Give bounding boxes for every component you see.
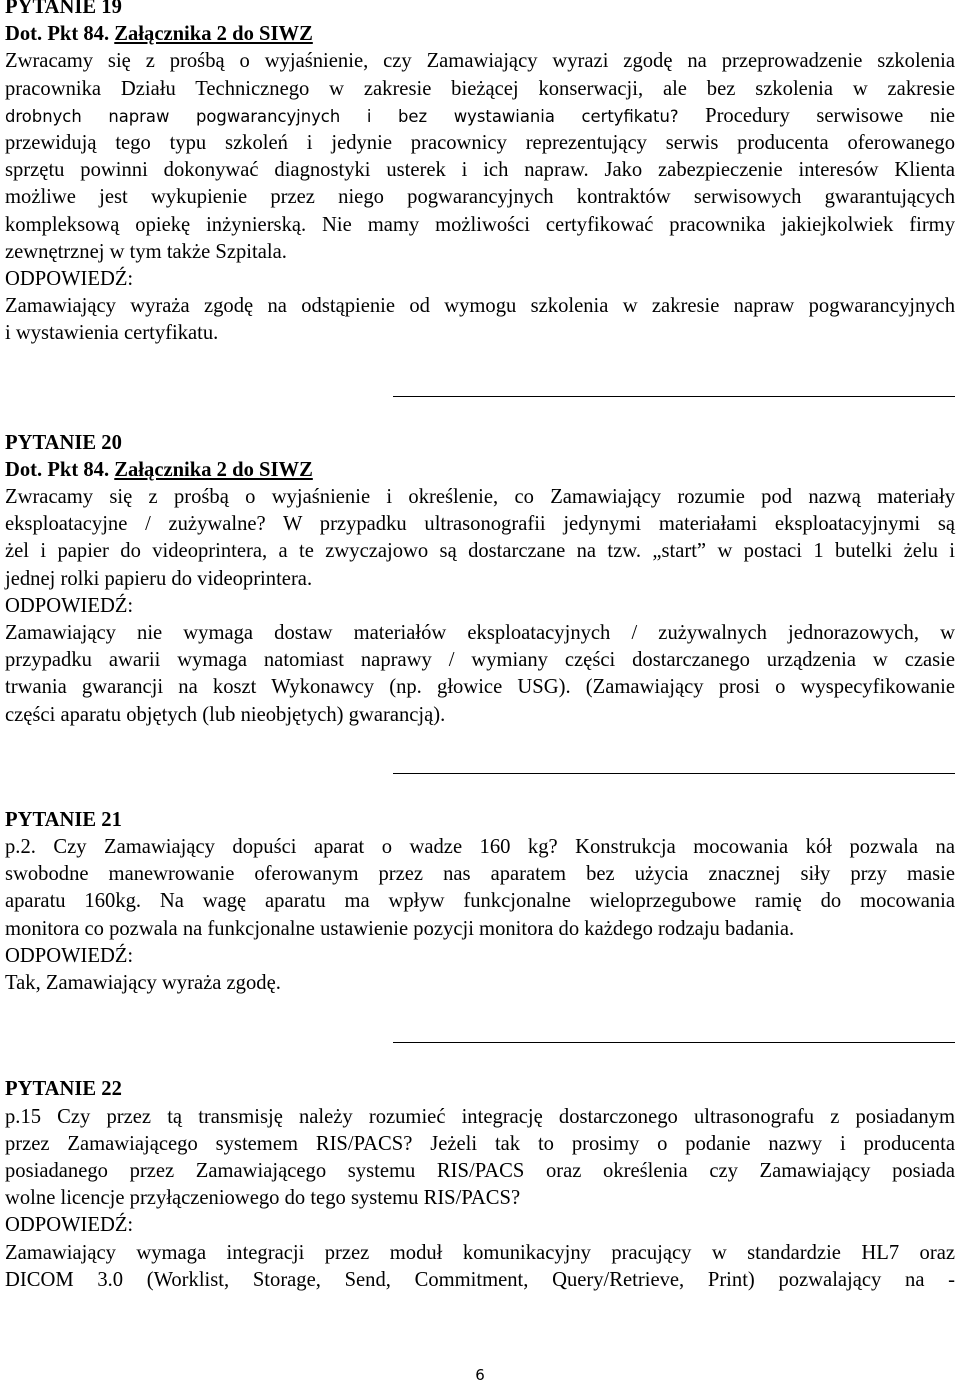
question-text-line: p.2. Czy Zamawiający dopuści aparat o wadze 160 kg? Konstrukcja mocowania kół pozwala na [5, 836, 955, 859]
answer-label: ODPOWIEDŹ: [5, 268, 134, 291]
answer-text-line: Zamawiający wyraża zgodę na odstąpienie od wymogu szkolenia w zakresie napraw pogwarancyjnych [5, 295, 955, 318]
question-text-line: możliwe jest wykupienie przez niego pogwarancyjnych kontraktów serwisowych gwarantujących [5, 186, 955, 209]
question-text-line: sprzętu powinni dokonywać diagnostyki usterek i ich napraw. Jako zabezpieczenie interesów Klienta [5, 159, 955, 182]
question-text-line: aparatu 160kg. Na wagę aparatu ma wpływ funkcjonalne wieloprzegubowe ramię do mocowania [5, 890, 955, 913]
question-text-line: p.15 Czy przez tą transmisję należy rozumieć integrację dostarczonego ultrasonografu z posiadanym [5, 1105, 955, 1128]
section-divider [393, 1042, 955, 1043]
question-text-line: zewnętrznej w tym także Szpitala. [5, 240, 287, 263]
question-text-line: Zwracamy się z prośbą o wyjaśnienie i określenie, co Zamawiający rozumie pod nazwą materiały [5, 486, 955, 509]
question-text-line: posiadanego przez Zamawiającego systemu RIS/PACS oraz określenia czy Zamawiający posiada [5, 1159, 955, 1182]
question-text-line: swobodne manewrowanie oferowanym przez nas aparatem bez użycia znacznej siły przy masie [5, 863, 955, 886]
reference-point: Dot. Pkt 84. [5, 23, 115, 46]
question-text-line: jednej rolki papieru do videoprintera. [5, 567, 313, 590]
question-heading: PYTANIE 22 [5, 1078, 122, 1101]
answer-text-line: części aparatu objętych (lub nieobjętych) gwarancją). [5, 703, 446, 726]
question-heading: PYTANIE 20 [5, 431, 122, 454]
reference-point: Dot. Pkt 84. [5, 458, 115, 481]
section-divider [393, 396, 955, 397]
question-20 [5, 430, 955, 729]
reference-attachment: Załącznika 2 do SIWZ [114, 458, 313, 481]
page-number: 6 [475, 1366, 485, 1384]
question-text-line [5, 103, 955, 130]
document-page [5, 0, 955, 1294]
answer-text-line: DICOM 3.0 (Worklist, Storage, Send, Commitment, Query/Retrieve, Print) pozwalający na - [5, 1268, 955, 1291]
question-text-serif: Procedury serwisowe nie [678, 104, 955, 127]
question-heading: PYTANIE 19 [5, 0, 122, 18]
question-text-line: pracownika Działu Technicznego w zakresie bieżącej konserwacji, ale bez szkolenia w zakresie [5, 77, 955, 100]
question-21 [5, 807, 955, 997]
answer-text-line: trwania gwarancji na koszt Wykonawcy (np. głowice USG). (Zamawiający prosi o wyspecyfikowanie [5, 676, 955, 699]
answer-text-line: Zamawiający wymaga integracji przez moduł komunikacyjny pracujący w standardzie HL7 oraz [5, 1241, 955, 1264]
question-text-sans: drobnych napraw pogwarancyjnych i bez wystawiania certyfikatu? [5, 106, 679, 126]
answer-text-line: Tak, Zamawiający wyraża zgodę. [5, 972, 281, 995]
question-text-line: przez Zamawiającego systemem RIS/PACS? Jeżeli tak to prosimy o podanie nazwy i producenta [5, 1132, 955, 1155]
answer-label: ODPOWIEDŹ: [5, 1214, 134, 1237]
question-22 [5, 1076, 955, 1294]
answer-text-line: i wystawienia certyfikatu. [5, 322, 219, 345]
question-reference [5, 21, 955, 48]
answer-text-line: przypadku awarii wymaga natomiast naprawy / wymiany części dostarczanego urządzenia w czasie [5, 649, 955, 672]
question-text-line: przewidują tego typu szkoleń i jedynie pracownicy reprezentujący serwis producenta oferowanego [5, 132, 955, 155]
question-text-line: żel i papier do videoprintera, a te zwyczajowo są dostarczane na tzw. „start” w postaci 1 butelki żelu i [5, 540, 955, 563]
question-text-line: Zwracamy się z prośbą o wyjaśnienie, czy Zamawiający wyrazi zgodę na przeprowadzenie szkolenia [5, 50, 955, 73]
question-text-line: eksploatacyjne / zużywalne? W przypadku ultrasonografii jedynymi materiałami eksploatacyjnymi są [5, 513, 955, 536]
question-heading: PYTANIE 21 [5, 808, 122, 831]
question-19 [5, 0, 955, 348]
question-reference [5, 457, 955, 484]
question-text-line: kompleksową opiekę inżynierską. Nie mamy możliwości certyfikować pracownika jakiejkolwiek firmy [5, 213, 955, 236]
question-text-line: monitora co pozwala na funkcjonalne ustawienie pozycji monitora do każdego rodzaju badania. [5, 917, 795, 940]
answer-label: ODPOWIEDŹ: [5, 594, 134, 617]
reference-attachment: Załącznika 2 do SIWZ [114, 23, 313, 46]
answer-text-line: Zamawiający nie wymaga dostaw materiałów eksploatacyjnych / zużywalnych jednorazowych, w [5, 622, 955, 645]
section-divider [393, 773, 955, 774]
question-text-line: wolne licencje przyłączeniowego do tego systemu RIS/PACS? [5, 1187, 521, 1210]
answer-label: ODPOWIEDŹ: [5, 944, 134, 967]
